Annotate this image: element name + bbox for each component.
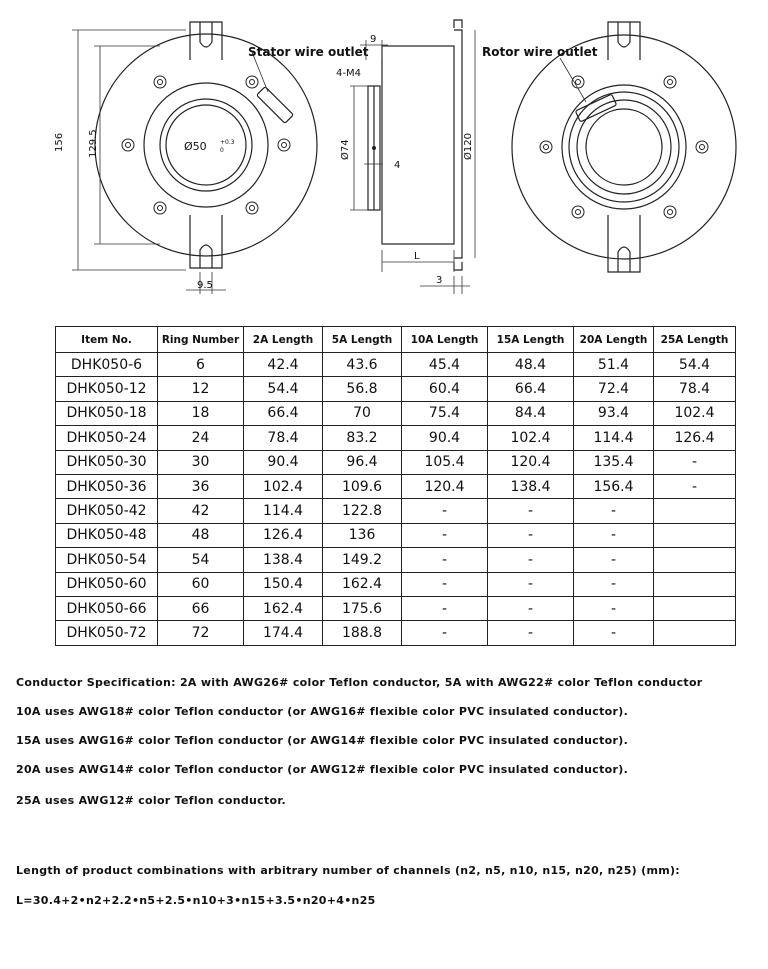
svg-text:0: 0 (220, 147, 224, 154)
table-cell: 96.4 (323, 450, 402, 474)
table-cell: - (574, 523, 654, 547)
table-cell: 70 (323, 401, 402, 425)
conductor-spec-line-1: Conductor Specification: 2A with AWG26# color Teflon conductor, 5A with AWG22# color Teflon conductor (16, 676, 703, 689)
table-cell: 51.4 (574, 353, 654, 377)
table-cell: 18 (158, 401, 244, 425)
stator-wire-outlet-label: Stator wire outlet (248, 45, 369, 59)
table-cell: 30 (158, 450, 244, 474)
table-cell: 120.4 (402, 474, 488, 498)
table-cell: 102.4 (654, 401, 736, 425)
table-row (56, 353, 736, 377)
table-row (56, 523, 736, 547)
table-cell: - (574, 548, 654, 572)
rotor-wire-outlet-label: Rotor wire outlet (482, 45, 598, 59)
table-cell: 135.4 (574, 450, 654, 474)
table-cell: DHK050-72 (56, 621, 158, 645)
dim-3: 3 (436, 275, 443, 286)
table-cell: 102.4 (244, 474, 323, 498)
table-row (56, 572, 736, 596)
technical-drawing (0, 0, 768, 312)
table-cell: 156.4 (574, 474, 654, 498)
front-view (54, 22, 369, 294)
table-cell: DHK050-6 (56, 353, 158, 377)
spec-table (55, 326, 736, 646)
dim-l: L (414, 251, 420, 262)
table-cell: 150.4 (244, 572, 323, 596)
table-cell: - (654, 474, 736, 498)
table-cell: 90.4 (402, 426, 488, 450)
table-cell: 42 (158, 499, 244, 523)
table-cell: 6 (158, 353, 244, 377)
table-cell (654, 523, 736, 547)
table-cell: DHK050-18 (56, 401, 158, 425)
table-cell: 72.4 (574, 377, 654, 401)
table-cell: 114.4 (244, 499, 323, 523)
column-header: Ring Number (158, 327, 244, 353)
table-cell: - (574, 596, 654, 620)
table-cell: - (402, 596, 488, 620)
dim-9-5: 9.5 (197, 280, 213, 291)
table-cell: DHK050-24 (56, 426, 158, 450)
table-row (56, 426, 736, 450)
table-cell: DHK050-48 (56, 523, 158, 547)
table-row (56, 596, 736, 620)
table-cell: - (402, 621, 488, 645)
dim-120: Ø120 (463, 133, 474, 160)
table-cell: 175.6 (323, 596, 402, 620)
table-cell: 43.6 (323, 353, 402, 377)
dim-74: Ø74 (340, 139, 351, 160)
table-cell: - (402, 572, 488, 596)
table-cell (654, 572, 736, 596)
table-cell: 122.8 (323, 499, 402, 523)
column-header: Item No. (56, 327, 158, 353)
table-cell: - (488, 499, 574, 523)
table-cell: 109.6 (323, 474, 402, 498)
table-cell: 162.4 (323, 572, 402, 596)
length-formula-intro: Length of product combinations with arbitrary number of channels (n2, n5, n10, n15, n20, n25) (mm): (16, 864, 680, 877)
table-cell: 75.4 (402, 401, 488, 425)
table-cell: 90.4 (244, 450, 323, 474)
table-row (56, 450, 736, 474)
table-cell: - (402, 523, 488, 547)
table-cell: 78.4 (654, 377, 736, 401)
table-cell: 120.4 (488, 450, 574, 474)
table-cell: - (574, 499, 654, 523)
table-cell (654, 499, 736, 523)
length-formula: L=30.4+2•n2+2.2•n5+2.5•n10+3•n15+3.5•n20+4•n25 (16, 894, 376, 907)
table-cell: 78.4 (244, 426, 323, 450)
table-cell: 149.2 (323, 548, 402, 572)
table-cell: 126.4 (654, 426, 736, 450)
table-cell: 174.4 (244, 621, 323, 645)
table-cell: 12 (158, 377, 244, 401)
table-header-row (56, 327, 736, 353)
conductor-spec-line-5: 25A uses AWG12# color Teflon conductor. (16, 794, 287, 807)
conductor-spec-line-4: 20A uses AWG14# color Teflon conductor (or AWG12# flexible color PVC insulated conductor). (16, 763, 629, 776)
column-header: 25A Length (654, 327, 736, 353)
table-cell: - (488, 548, 574, 572)
table-cell: 66 (158, 596, 244, 620)
table-cell: 114.4 (574, 426, 654, 450)
table-cell: DHK050-12 (56, 377, 158, 401)
dim-4: 4 (394, 160, 401, 171)
table-cell: DHK050-60 (56, 572, 158, 596)
column-header: 2A Length (244, 327, 323, 353)
table-cell: 54 (158, 548, 244, 572)
table-cell: - (654, 450, 736, 474)
table-cell: 36 (158, 474, 244, 498)
table-cell: 102.4 (488, 426, 574, 450)
table-cell: 42.4 (244, 353, 323, 377)
bore-diameter-label: Ø50 (184, 140, 207, 153)
table-cell: 24 (158, 426, 244, 450)
conductor-spec-line-3: 15A uses AWG16# color Teflon conductor (or AWG14# flexible color PVC insulated conductor). (16, 734, 629, 747)
table-cell: 56.8 (323, 377, 402, 401)
table-cell (654, 596, 736, 620)
table-cell: DHK050-54 (56, 548, 158, 572)
table-row (56, 474, 736, 498)
svg-text:+0.3: +0.3 (220, 139, 235, 146)
table-cell (654, 548, 736, 572)
back-view (482, 22, 736, 272)
dim-9: 9 (370, 34, 377, 45)
table-cell: 45.4 (402, 353, 488, 377)
table-row (56, 621, 736, 645)
table-row (56, 401, 736, 425)
table-cell: 60.4 (402, 377, 488, 401)
dim-4-m4: 4-M4 (336, 68, 361, 79)
table-cell: 93.4 (574, 401, 654, 425)
table-cell: 66.4 (488, 377, 574, 401)
table-cell: DHK050-36 (56, 474, 158, 498)
table-cell: DHK050-66 (56, 596, 158, 620)
table-cell: - (574, 572, 654, 596)
side-view (336, 20, 475, 294)
table-cell: 105.4 (402, 450, 488, 474)
table-cell: - (402, 548, 488, 572)
table-cell: - (402, 499, 488, 523)
table-cell (654, 621, 736, 645)
column-header: 5A Length (323, 327, 402, 353)
table-cell: 48.4 (488, 353, 574, 377)
table-cell: 126.4 (244, 523, 323, 547)
dim-129-5: 129.5 (88, 129, 99, 158)
table-cell: 162.4 (244, 596, 323, 620)
table-cell: 54.4 (244, 377, 323, 401)
table-row (56, 548, 736, 572)
table-cell: 138.4 (488, 474, 574, 498)
column-header: 15A Length (488, 327, 574, 353)
table-cell: - (574, 621, 654, 645)
table-cell: - (488, 572, 574, 596)
table-cell: DHK050-30 (56, 450, 158, 474)
table-cell: 60 (158, 572, 244, 596)
table-cell: 66.4 (244, 401, 323, 425)
table-row (56, 377, 736, 401)
table-cell: - (488, 621, 574, 645)
table-cell: 136 (323, 523, 402, 547)
table-cell: 48 (158, 523, 244, 547)
conductor-spec-line-2: 10A uses AWG18# color Teflon conductor (or AWG16# flexible color PVC insulated conductor). (16, 705, 629, 718)
table-cell: 83.2 (323, 426, 402, 450)
table-cell: - (488, 596, 574, 620)
table-cell: 84.4 (488, 401, 574, 425)
table-cell: 138.4 (244, 548, 323, 572)
table-cell: DHK050-42 (56, 499, 158, 523)
column-header: 10A Length (402, 327, 488, 353)
table-row (56, 499, 736, 523)
table-cell: 54.4 (654, 353, 736, 377)
table-cell: 72 (158, 621, 244, 645)
dim-156: 156 (54, 132, 65, 152)
table-cell: - (488, 523, 574, 547)
table-cell: 188.8 (323, 621, 402, 645)
column-header: 20A Length (574, 327, 654, 353)
